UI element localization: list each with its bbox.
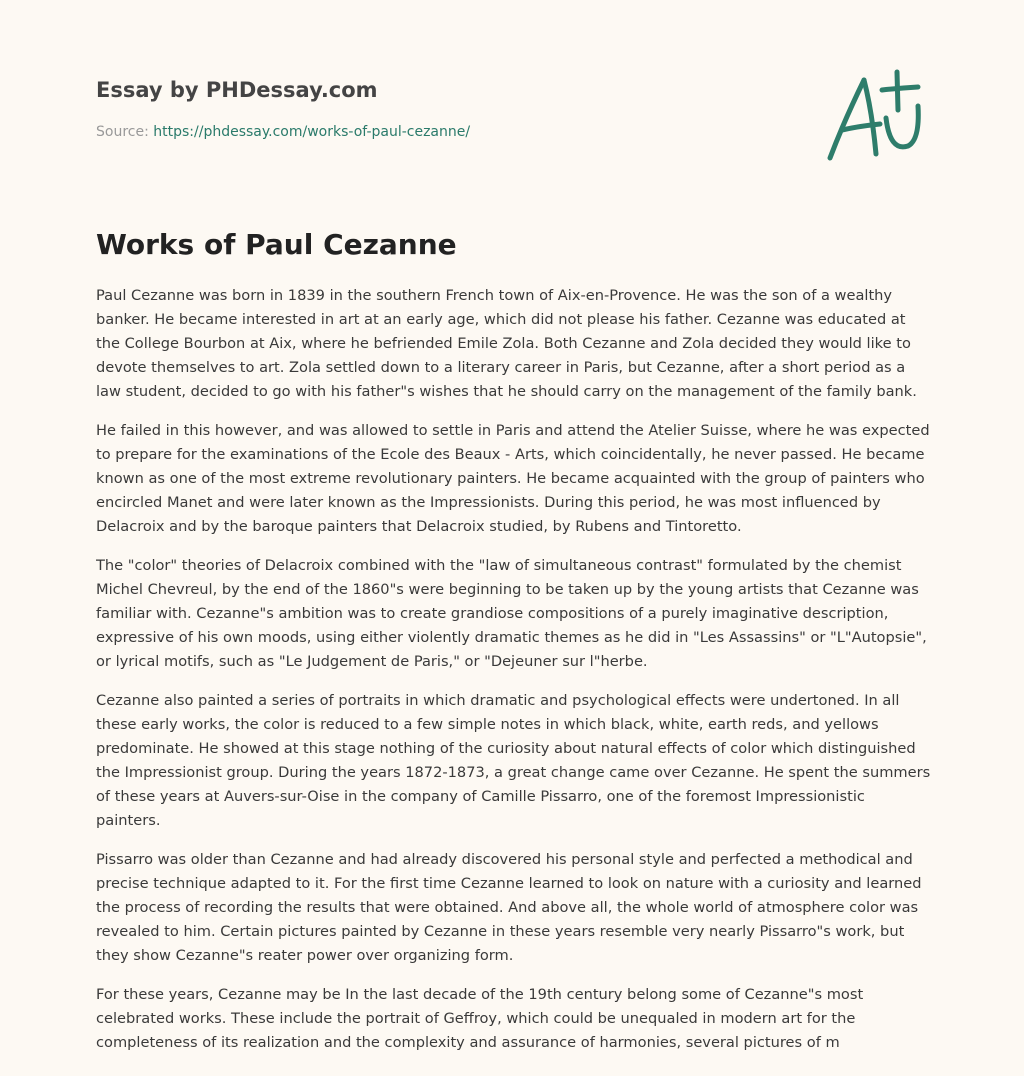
essay-paragraph: The "color" theories of Delacroix combined with the "law of simultaneous contrast" formulated by the chemist Michel Chevreul, by the end of the 1860"s were beginning to be taken up by the young artists that Cezanne was familiar with. Cezanne"s ambition was to create grandiose compositions of a purely imaginative description, expressive of his own moods, using either violently dramatic themes as he did in "Les Assassins" or "L"Autopsie", or lyrical motifs, such as "Le Judgement de Paris," or "Dejeuner sur l"herbe. xyxy=(96,557,927,670)
source-label: Source: xyxy=(96,124,149,140)
source-line xyxy=(96,122,796,142)
essay-paragraph: Pissarro was older than Cezanne and had already discovered his personal style and perfected a methodical and precise technique adapted to it. For the first time Cezanne learned to look on nature with a curiosity and learned the process of recording the results that were obtained. And above all, the whole world of atmosphere color was revealed to him. Certain pictures painted by Cezanne in these years resemble very nearly Pissarro"s work, but they show Cezanne"s reater power over organizing form. xyxy=(96,851,922,964)
essay-paragraph: He failed in this however, and was allowed to settle in Paris and attend the Atelier Suisse, where he was expected to prepare for the examinations of the Ecole des Beaux - Arts, which coincidentally, he never passed. He became known as one of the most extreme revolutionary painters. He became acquainted with the group of painters who encircled Manet and were later known as the Impressionists. During this period, he was most influenced by Delacroix and by the baroque painters that Delacroix studied, by Rubens and Tintoretto. xyxy=(96,422,930,535)
essay-paragraph: For these years, Cezanne may be In the last decade of the 19th century belong some of Cezanne"s most celebrated works. These include the portrait of Geffroy, which could be unequaled in modern art for the completeness of its realization and the complexity and assurance of harmonies, several pictures of m xyxy=(96,986,864,1051)
essay-body xyxy=(96,284,932,1060)
site-brand: Essay by PHDessay.com xyxy=(96,78,378,102)
essay-title: Works of Paul Cezanne xyxy=(96,228,457,261)
a-plus-grade-icon xyxy=(820,66,930,166)
essay-paragraph: Cezanne also painted a series of portraits in which dramatic and psychological effects were undertoned. In all these early works, the color is reduced to a few simple notes in which black, white, earth reds, and yellows predominate. He showed at this stage nothing of the curiosity about natural effects of color which distinguished the Impressionist group. During the years 1872-1873, a great change came over Cezanne. He spent the summers of these years at Auvers-sur-Oise in the company of Camille Pissarro, one of the foremost Impressionistic painters. xyxy=(96,692,931,829)
essay-header xyxy=(96,76,796,142)
source-link[interactable]: https://phdessay.com/works-of-paul-cezanne/ xyxy=(153,124,471,140)
essay-paragraph: Paul Cezanne was born in 1839 in the southern French town of Aix-en-Provence. He was the son of a wealthy banker. He became interested in art at an early age, which did not please his father. Cezanne was educated at the College Bourbon at Aix, where he befriended Emile Zola. Both Cezanne and Zola decided they would like to devote themselves to art. Zola settled down to a literary career in Paris, but Cezanne, after a short period as a law student, decided to go with his father"s wishes that he should carry on the management of the family bank. xyxy=(96,287,917,400)
